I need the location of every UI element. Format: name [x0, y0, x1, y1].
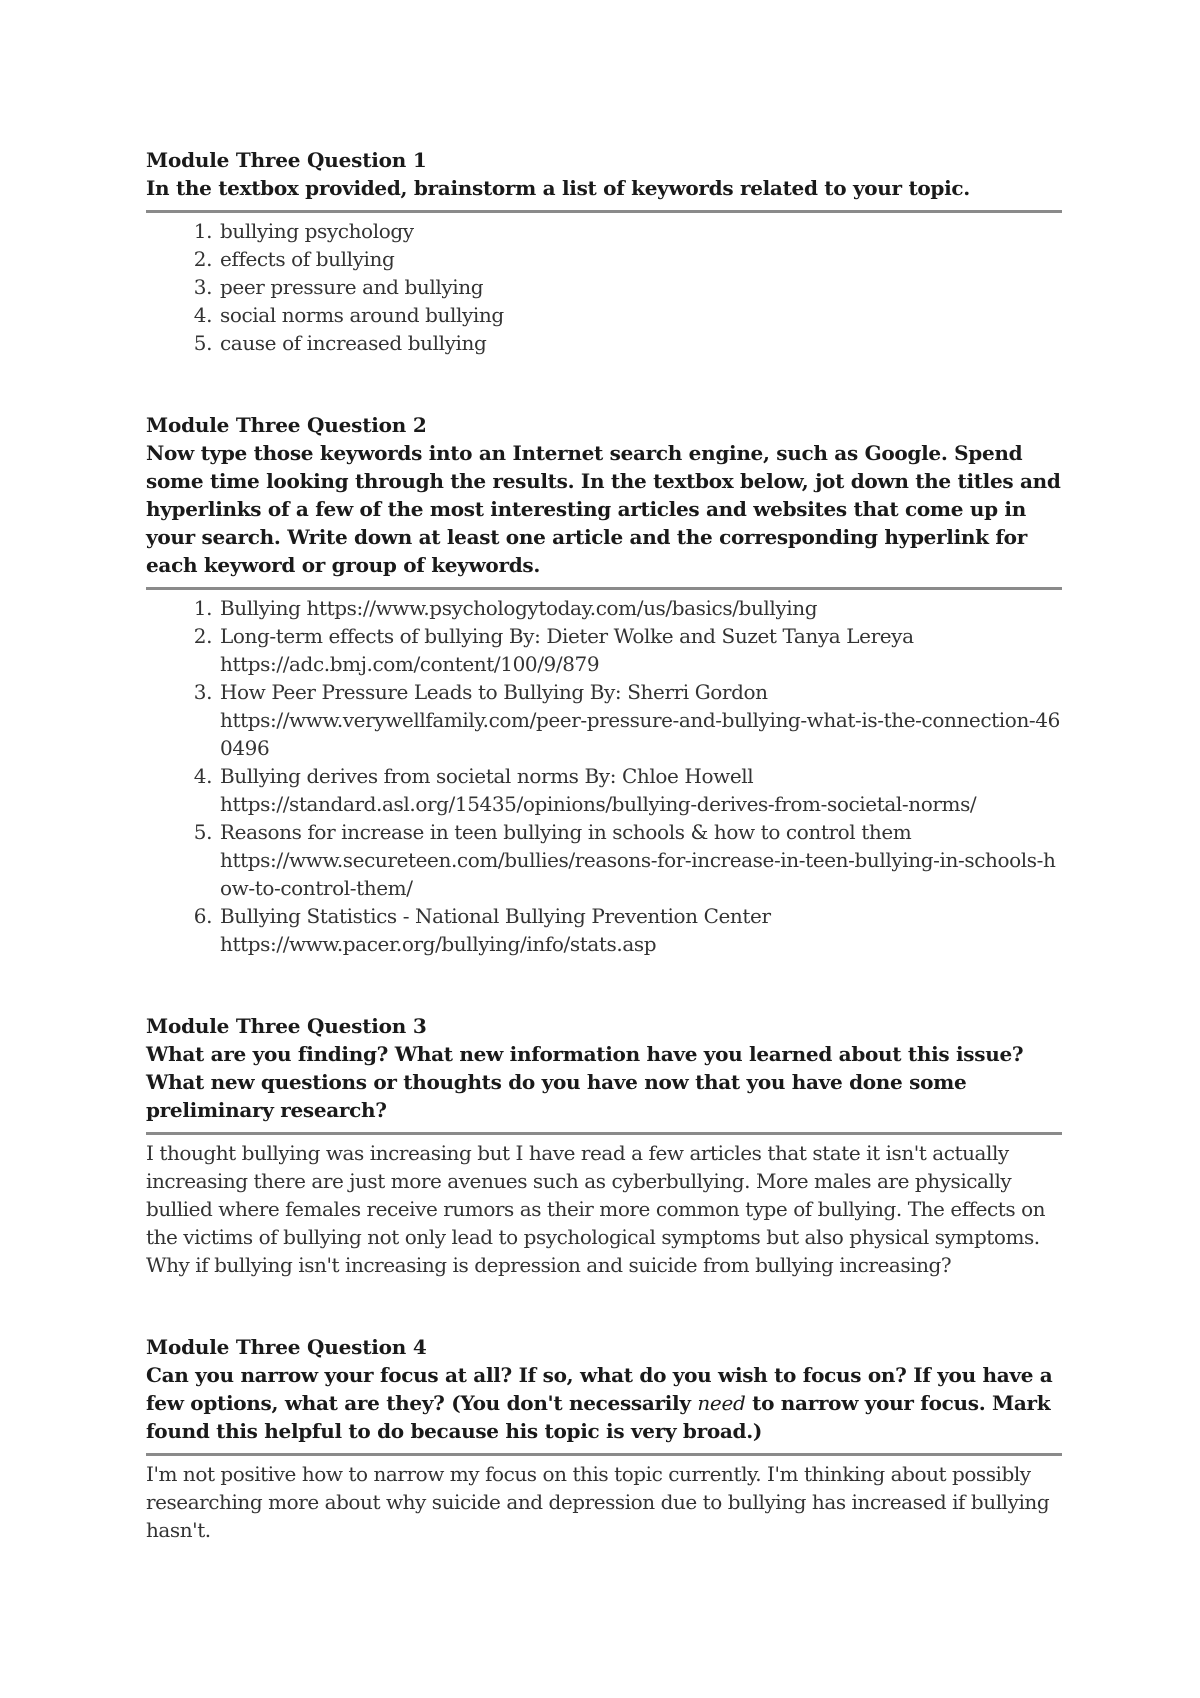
document-page [146, 146, 1062, 1544]
question-3-answer[interactable]: I thought bullying was increasing but I have read a few articles that state it isn't actually increasing there are just more avenues such as cyberbullying. More males are physically bullied where females receive rumors as their more common type of bullying. The effects on the victims of bullying not only lead to psychological symptoms but also physical symptoms. Why if bullying isn't increasing is depression and suicide from bullying increasing? [146, 1141, 1046, 1277]
answer-divider [146, 587, 1062, 590]
article-title: 2. Long-term effects of bullying By: Dieter Wolke and Suzet Tanya Lereya [220, 624, 914, 648]
article-title: 4. Bullying derives from societal norms By: Chloe Howell [220, 764, 754, 788]
list-item: 1. bullying psychology [218, 217, 1062, 245]
question-2-title: Module Three Question 2 [146, 413, 427, 437]
question-4-prompt [146, 1361, 1062, 1445]
list-item [218, 762, 1062, 818]
article-link[interactable]: https://www.secureteen.com/bullies/reasons-for-increase-in-teen-bullying-in-schools-how-to-control-them/ [220, 848, 1056, 900]
answer-divider [146, 210, 1062, 213]
prompt-emphasis: need [697, 1391, 746, 1415]
question-3-section [146, 1012, 1062, 1279]
list-item [218, 818, 1062, 902]
list-item [218, 622, 1062, 678]
question-1-prompt: In the textbox provided, brainstorm a list of keywords related to your topic. [146, 176, 970, 200]
question-4-title: Module Three Question 4 [146, 1335, 427, 1359]
list-item [218, 678, 1062, 762]
question-1-section [146, 146, 1062, 357]
list-item: 2. effects of bullying [218, 245, 1062, 273]
list-item: 5. cause of increased bullying [218, 329, 1062, 357]
article-title: 5. Reasons for increase in teen bullying in schools & how to control them [220, 820, 912, 844]
article-link[interactable]: https://www.verywellfamily.com/peer-pressure-and-bullying-what-is-the-connection-460496 [220, 708, 1060, 760]
article-title: 3. How Peer Pressure Leads to Bullying By: Sherri Gordon [220, 680, 768, 704]
article-title: Bullying https://www.psychologytoday.com/us/basics/bullying [220, 596, 818, 620]
prompt-text: Can you narrow your focus at all? If so, what do you wish to focus on? If you have a few options, what are they? (You don't necessarily [146, 1363, 1053, 1415]
list-item: 3. peer pressure and bullying [218, 273, 1062, 301]
question-2-section [146, 411, 1062, 958]
answer-divider [146, 1453, 1062, 1456]
article-link[interactable]: https://standard.asl.org/15435/opinions/bullying-derives-from-societal-norms/ [220, 792, 977, 816]
list-item: 4. social norms around bullying [218, 301, 1062, 329]
list-item [218, 594, 1062, 622]
question-4-answer[interactable]: I'm not positive how to narrow my focus on this topic currently. I'm thinking about possibly researching more about why suicide and depression due to bullying has increased if bullying hasn't. [146, 1462, 1050, 1542]
question-3-title: Module Three Question 3 [146, 1014, 427, 1038]
question-1-answer-list[interactable] [146, 217, 1062, 357]
question-1-title: Module Three Question 1 [146, 148, 427, 172]
article-link[interactable]: https://adc.bmj.com/content/100/9/879 [220, 652, 600, 676]
question-2-answer-list[interactable] [146, 594, 1062, 958]
article-link[interactable]: https://www.pacer.org/bullying/info/stats.asp [220, 932, 657, 956]
list-item [218, 902, 1062, 958]
prompt-text: to narrow your focus. Mark found this helpful to do because his topic is very broad.) [146, 1391, 1051, 1443]
question-4-section [146, 1333, 1062, 1544]
article-title: 6. Bullying Statistics - National Bullying Prevention Center [220, 904, 771, 928]
answer-divider [146, 1132, 1062, 1135]
question-3-prompt: What are you finding? What new information have you learned about this issue? What new questions or thoughts do you have now that you have done some preliminary research? [146, 1042, 1024, 1122]
question-2-prompt: Now type those keywords into an Internet search engine, such as Google. Spend some time looking through the results. In the textbox below, jot down the titles and hyperlinks of a few of the most interesting articles and websites that come up in your search. Write down at least one article and the corresponding hyperlink for each keyword or group of keywords. [146, 441, 1061, 577]
